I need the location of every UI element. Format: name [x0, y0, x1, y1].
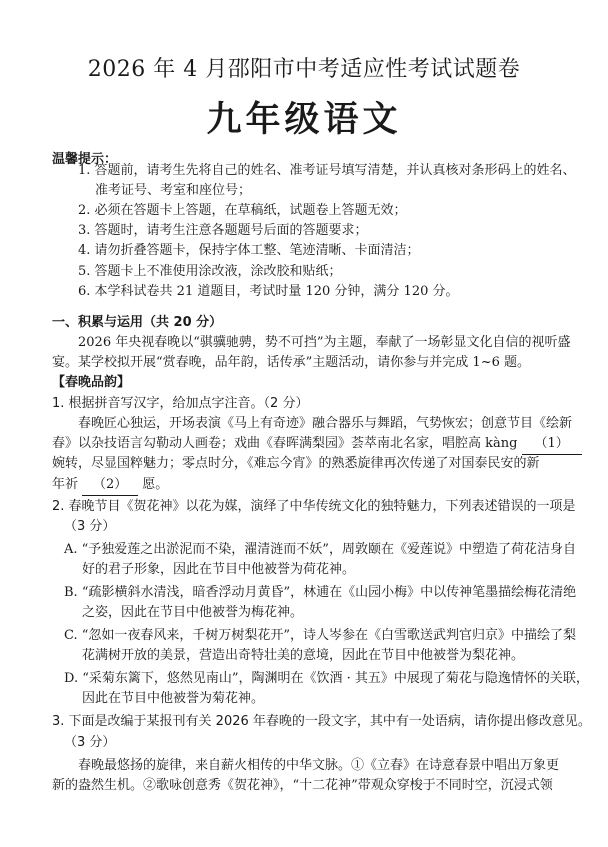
q3-stem: 3. 下面是改编于某报刊有关 2026 年春晚的一段文字，其中有一处语病，请你提出修改意见。	[52, 714, 591, 729]
q2-option-a: A. “予独爱莲之出淤泥而不染，濯清涟而不妖”，周敦颐在《爱莲说》中塑造了荷花洁身自	[64, 542, 576, 557]
section1-intro-line2: 宴。某学校拟开展“赏春晚，品年韵，话传承”主题活动，请你参与并完成 1~6 题。	[52, 355, 530, 370]
q2-option-a-cont: 好的君子形象，因此在节目中他被誉为荷花神。	[82, 562, 356, 577]
q1-line3: 婉转，尽显国粹魅力；零点时分，《难忘今宵》的熟悉旋律再次传递了对国泰民安的新	[52, 456, 540, 471]
q2-option-b-cont: 之姿，因此在节目中他被誉为梅花神。	[82, 605, 304, 620]
q2-points: （3 分）	[64, 519, 116, 534]
q1-line1: 春晚匠心独运，开场表演《马上有奇迹》融合器乐与舞蹈，气势恢宏；创意节目《绘新	[78, 416, 573, 431]
q1-line2-text: 春》以杂技语言勾勒动人画卷；戏曲《春晖满梨园》荟萃南北名家，唱腔高 kàng	[52, 436, 518, 451]
tip-item-2: 2. 必须在答题卡上答题，在草稿纸，试题卷上答题无效；	[78, 203, 407, 218]
q3-points: （3 分）	[64, 735, 116, 750]
q2-option-c-cont: 花满树开放的美景，营造出奇特壮美的意境，因此在节目中他被誉为梨花神。	[82, 648, 525, 663]
q1-line4-pre: 年祈	[52, 477, 79, 492]
q1-line4-post: 愿。	[142, 477, 169, 492]
exam-title: 2026 年 4 月邵阳市中考适应性考试试题卷	[87, 57, 521, 82]
blank-2[interactable]: （2）	[82, 475, 138, 496]
q2-option-d-cont: 因此在节目中他被誉为菊花神。	[82, 691, 265, 706]
tip-item-1-cont: 准考证号、考室和座位号；	[95, 183, 252, 198]
section1-intro-line1: 2026 年央视春晚以“骐骥驰骋，势不可挡”为主题，奉献了一场彰显文化自信的视听盛	[78, 335, 571, 350]
tip-item-1: 1. 答题前，请考生先将自己的姓名、准考证号填写清楚，并认真核对条形码上的姓名、	[78, 163, 576, 178]
q2-option-c: C. “忽如一夜春风来，千树万树梨花开”，诗人岑参在《白雪歌送武判官归京》中描绘了梨	[64, 628, 577, 643]
q2-option-d: D. “采菊东篱下，悠然见南山”，陶渊明在《饮酒 · 其五》中展现了菊花与隐逸情怀的关联，	[64, 671, 589, 686]
q2-stem: 2. 春晚节目《贺花神》以花为媒，演绎了中华传统文化的独特魅力，下列表述错误的一项是	[52, 499, 576, 514]
tip-item-4: 4. 请勿折叠答题卡，保持字体工整、笔迹清晰、卡面清洁；	[78, 243, 420, 258]
subject-title: 九年级语文	[206, 99, 402, 140]
tip-item-3: 3. 答题时，请考生注意各题题号后面的答题要求；	[78, 223, 368, 238]
q2-option-b: B. “疏影横斜水清浅，暗香浮动月黄昏”，林逋在《山园小梅》中以传神笔墨描绘梅花清绝	[64, 585, 577, 600]
q1-line4	[52, 475, 168, 496]
q1-line2	[52, 434, 582, 455]
q3-passage-line2: 新的盎然生机。②歌咏创意秀《贺花神》，“十二花神”带观众穿梭于不同时空，沉浸式领	[52, 778, 553, 793]
blank-1[interactable]: （1）	[522, 434, 582, 455]
tips-heading: 温馨提示：	[52, 152, 118, 167]
tip-item-5: 5. 答题卡上不准使用涂改液，涂改胶和贴纸；	[78, 264, 342, 279]
tip-item-6: 6. 本学科试卷共 21 道题目，考试时量 120 分钟，满分 120 分。	[78, 284, 459, 299]
q3-passage-line1: 春晚最悠扬的旋律，来自薪火相传的中华文脉。①《立春》在诗意春景中唱出万象更	[78, 758, 560, 773]
subsection-heading: 【春晚品韵】	[52, 375, 131, 390]
section1-heading: 一、积累与运用（共 20 分）	[52, 315, 223, 330]
q1-stem: 1. 根据拼音写汉字，给加点字注音。（2 分）	[52, 396, 309, 411]
